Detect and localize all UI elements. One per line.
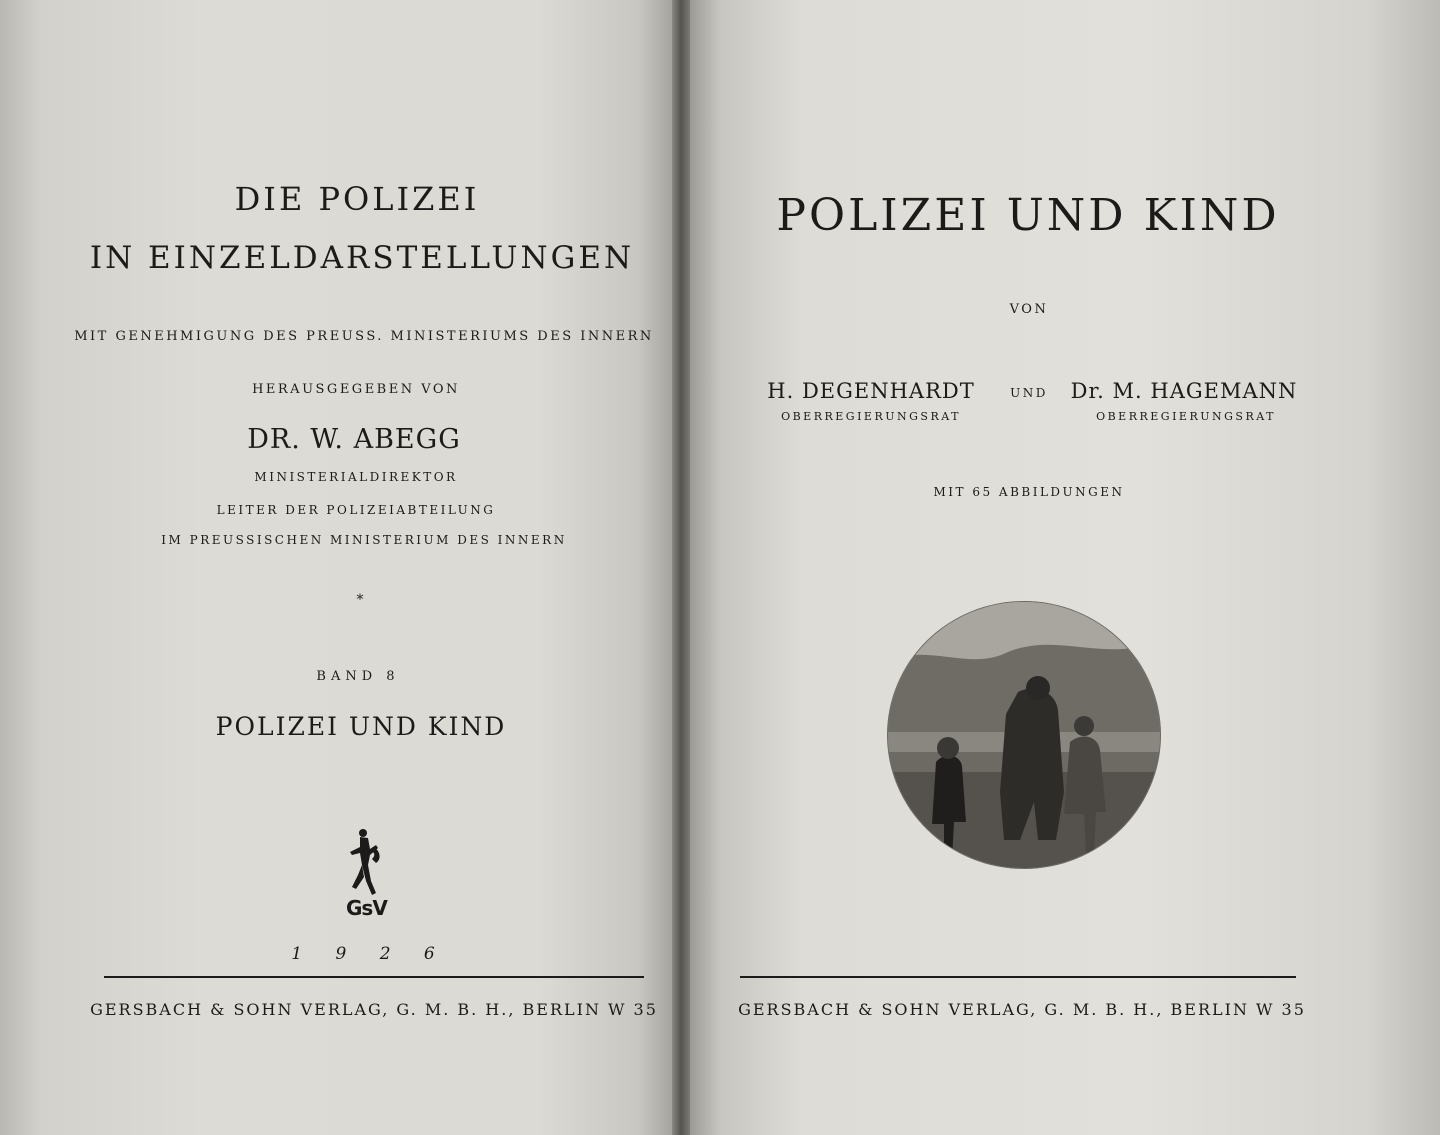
volume-number: BAND 8: [316, 669, 400, 684]
volume-title: POLIZEI UND KIND: [215, 712, 507, 741]
asterisk-ornament: *: [356, 592, 364, 608]
right-publisher-imprint: GERSBACH & SOHN VERLAG, G. M. B. H., BERLIN W 35: [738, 1000, 1306, 1019]
approval-line: MIT GENEHMIGUNG DES PREUSS. MINISTERIUMS DES INNERN: [74, 329, 654, 344]
book-title: POLIZEI UND KIND: [776, 190, 1280, 241]
left-publisher-imprint: GERSBACH & SOHN VERLAG, G. M. B. H., BERLIN W 35: [90, 1000, 658, 1019]
author-2-name: Dr. M. HAGEMANN: [1070, 379, 1298, 403]
oval-photograph: [888, 602, 1160, 868]
publication-year: 1 9 2 6: [291, 944, 449, 964]
edited-by-line: HERAUSGEGEBEN VON: [252, 382, 460, 397]
right-page: [690, 0, 1440, 1135]
left-imprint-rule: [104, 976, 644, 978]
left-page: [0, 0, 672, 1135]
editor-role-1: MINISTERIALDIREKTOR: [254, 470, 458, 484]
by-line: VON: [1009, 302, 1049, 317]
author-2-role: OBERREGIERUNGSRAT: [1096, 410, 1276, 423]
author-1-name: H. DEGENHARDT: [767, 379, 975, 403]
editor-role-2: LEITER DER POLIZEIABTEILUNG: [216, 503, 496, 517]
series-title-line1: DIE POLIZEI: [234, 180, 480, 218]
illustrations-note: MIT 65 ABBILDUNGEN: [933, 485, 1125, 499]
editor-name: DR. W. ABEGG: [247, 424, 461, 455]
book-gutter: [672, 0, 690, 1135]
publisher-logo-text: GsV: [346, 896, 387, 920]
and-conjunction: UND: [1010, 386, 1048, 400]
author-1-role: OBERREGIERUNGSRAT: [781, 410, 961, 423]
series-title-line2: IN EINZELDARSTELLUNGEN: [89, 240, 635, 276]
right-imprint-rule: [740, 976, 1296, 978]
editor-role-3: IM PREUSSISCHEN MINISTERIUM DES INNERN: [161, 533, 567, 547]
